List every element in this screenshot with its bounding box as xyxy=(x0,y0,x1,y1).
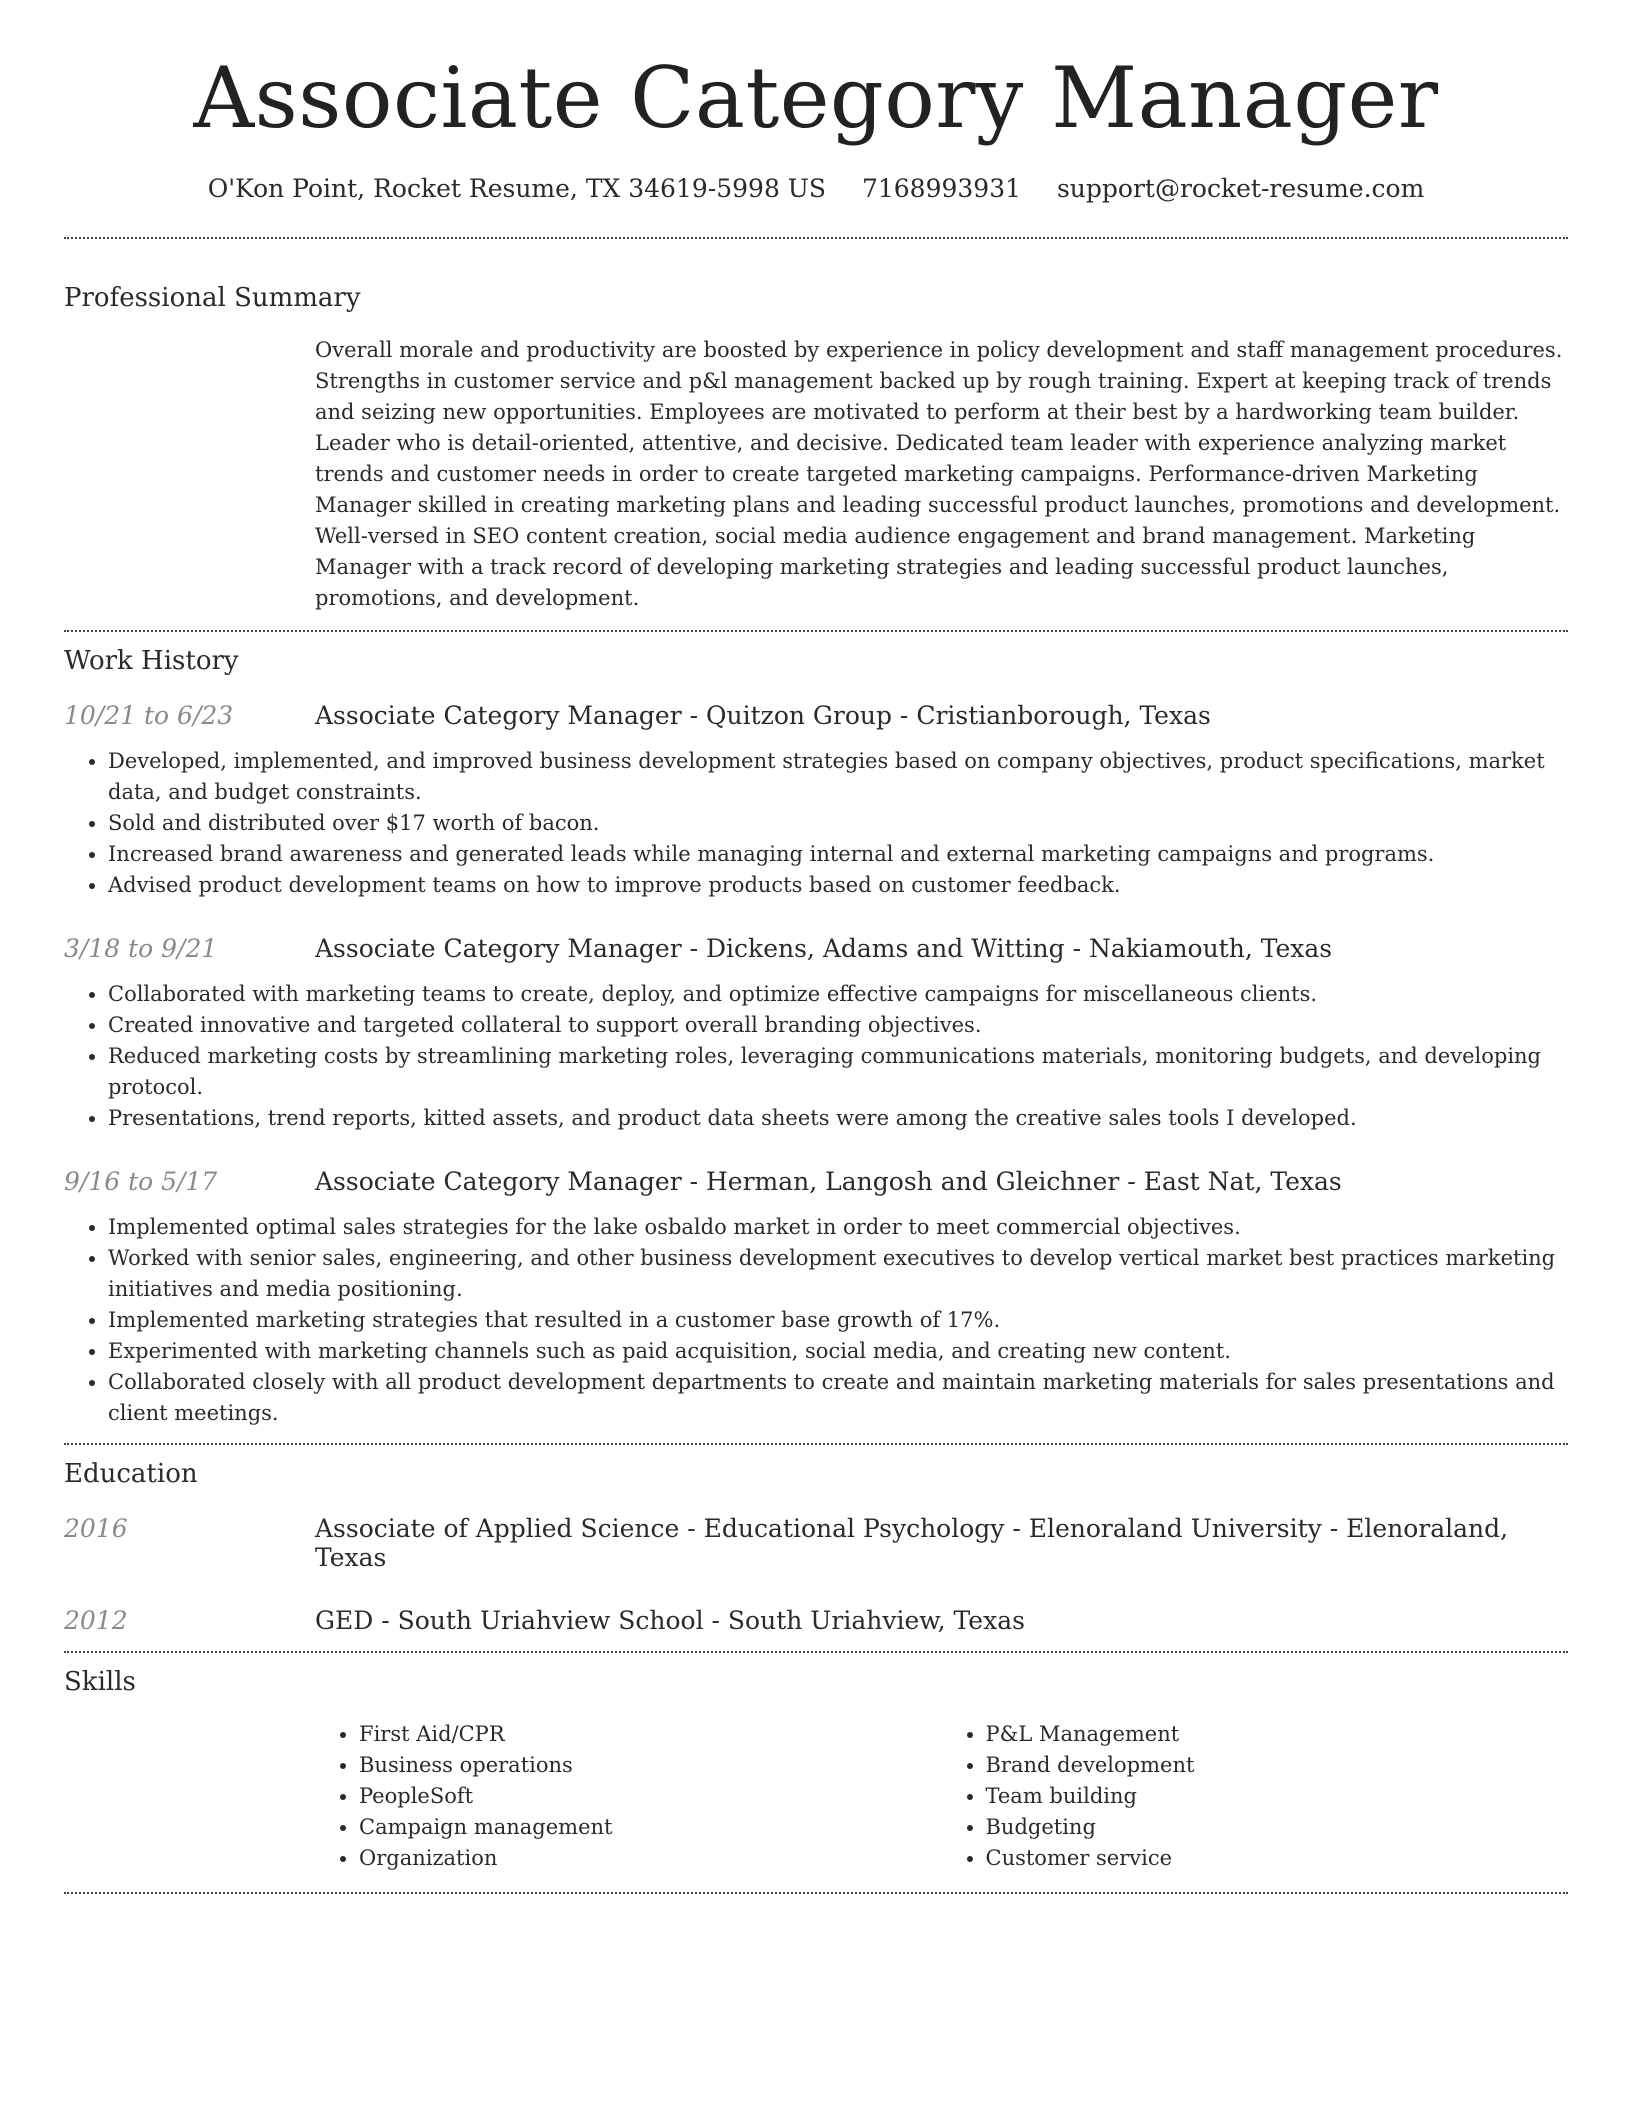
job-bullets xyxy=(64,746,1568,901)
job-dates: 3/18 to 9/21 xyxy=(64,934,218,963)
skill-item: • Organization xyxy=(359,1843,942,1874)
skills-grid xyxy=(315,1719,1568,1874)
list-item: • Collaborated closely with all product development departments to create and maintain marketing materials for sales presentations and client meetings. xyxy=(108,1367,1568,1429)
skill-item: • Business operations xyxy=(359,1750,942,1781)
skill-item: • Team building xyxy=(986,1781,1569,1812)
job-entry xyxy=(64,701,1568,901)
skill-item: • Campaign management xyxy=(359,1812,942,1843)
summary-text: Overall morale and productivity are boosted by experience in policy development and staff management procedures. Strengths in customer service and p&l management backed up by rough training. Expert at keeping track of trends and seizing new opportunities. Employees are motivated to perform at their best by a hardworking team builder. Leader who is detail-oriented, attentive, and decisive. Dedicated team leader with experience analyzing market trends and customer needs in order to create targeted marketing campaigns. Performance-driven Marketing Manager skilled in creating marketing plans and leading successful product launches, promotions and development. Well-versed in SEO content creation, social media audience engagement and brand management. Marketing Manager with a track record of developing marketing strategies and leading successful product launches, promotions, and development. xyxy=(315,338,1563,610)
job-header xyxy=(64,1167,1568,1196)
divider xyxy=(64,1443,1568,1445)
list-item: • Worked with senior sales, engineering, and other business development executives to develop vertical market best practices marketing initiatives and media positioning. xyxy=(108,1243,1568,1305)
list-item: • Created innovative and targeted collateral to support overall branding objectives. xyxy=(108,1010,1568,1041)
job-header xyxy=(64,934,1568,963)
skill-item: • PeopleSoft xyxy=(359,1781,942,1812)
skill-item: • Budgeting xyxy=(986,1812,1569,1843)
list-item: • Sold and distributed over $17 worth of bacon. xyxy=(108,808,1568,839)
education-year: 2016 xyxy=(64,1514,128,1543)
divider xyxy=(64,1892,1568,1894)
section-title-education: Education xyxy=(64,1459,198,1489)
list-item: • Developed, implemented, and improved business development strategies based on company objectives, product specifications, market data, and budget constraints. xyxy=(108,746,1568,808)
skill-item: • Customer service xyxy=(986,1843,1569,1874)
education-entry xyxy=(64,1514,1568,1572)
list-item: • Collaborated with marketing teams to create, deploy, and optimize effective campaigns for miscellaneous clients. xyxy=(108,979,1568,1010)
job-header xyxy=(64,701,1568,730)
job-entry xyxy=(64,934,1568,1134)
resume-page xyxy=(64,0,1568,1894)
job-title: Associate Category Manager - Herman, Langosh and Gleichner - East Nat, Texas xyxy=(315,1167,1342,1196)
contact-address: O'Kon Point, Rocket Resume, TX 34619-5998 US xyxy=(207,174,826,203)
contact-phone: 7168993931 xyxy=(861,174,1022,203)
list-item: • Implemented optimal sales strategies for the lake osbaldo market in order to meet commercial objectives. xyxy=(108,1212,1568,1243)
job-title: Associate Category Manager - Quitzon Group - Cristianborough, Texas xyxy=(315,701,1211,730)
education-entry xyxy=(64,1606,1568,1635)
job-dates: 9/16 to 5/17 xyxy=(64,1167,218,1196)
list-item: • Implemented marketing strategies that resulted in a customer base growth of 17%. xyxy=(108,1305,1568,1336)
education-heading: Associate of Applied Science - Educational Psychology - Elenoraland University - Elenoraland, Texas xyxy=(315,1514,1509,1572)
skill-item: • Brand development xyxy=(986,1750,1569,1781)
divider xyxy=(64,237,1568,239)
list-item: • Increased brand awareness and generated leads while managing internal and external marketing campaigns and programs. xyxy=(108,839,1568,870)
education-year: 2012 xyxy=(64,1606,128,1635)
skills-column-left xyxy=(315,1719,942,1874)
skill-item: • First Aid/CPR xyxy=(359,1719,942,1750)
resume-name: Associate Category Manager xyxy=(193,49,1439,147)
list-item: • Experimented with marketing channels such as paid acquisition, social media, and creating new content. xyxy=(108,1336,1568,1367)
contact-line xyxy=(64,174,1568,203)
contact-email: support@rocket-resume.com xyxy=(1056,174,1425,203)
section-title-work: Work History xyxy=(64,646,239,676)
skill-item: • P&L Management xyxy=(986,1719,1569,1750)
job-title: Associate Category Manager - Dickens, Adams and Witting - Nakiamouth, Texas xyxy=(315,934,1333,963)
list-item: • Presentations, trend reports, kitted assets, and product data sheets were among the creative sales tools I developed. xyxy=(108,1103,1568,1134)
job-bullets xyxy=(64,979,1568,1134)
section-title-skills: Skills xyxy=(64,1667,136,1697)
list-item: • Reduced marketing costs by streamlining marketing roles, leveraging communications materials, monitoring budgets, and developing protocol. xyxy=(108,1041,1568,1103)
divider xyxy=(64,630,1568,632)
list-item: • Advised product development teams on how to improve products based on customer feedback. xyxy=(108,870,1568,901)
education-heading: GED - South Uriahview School - South Uriahview, Texas xyxy=(315,1606,1025,1635)
job-entry xyxy=(64,1167,1568,1429)
job-dates: 10/21 to 6/23 xyxy=(64,701,234,730)
divider xyxy=(64,1651,1568,1653)
section-title-summary: Professional Summary xyxy=(64,283,361,313)
skills-column-right xyxy=(942,1719,1569,1874)
job-bullets xyxy=(64,1212,1568,1429)
